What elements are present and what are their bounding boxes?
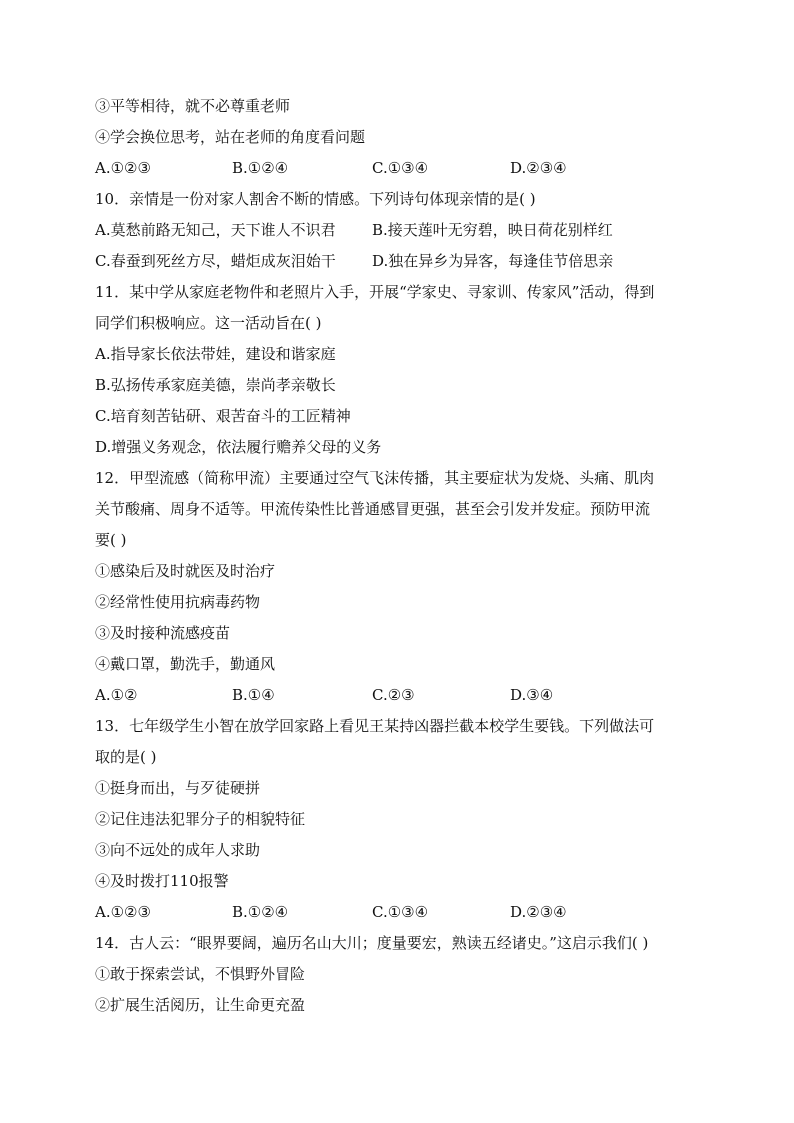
q13-option-a: A.①②③ — [95, 903, 151, 921]
q10-option-c: C.春蚕到死丝方尽，蜡炬成灰泪始干 — [95, 252, 336, 270]
q11-option-d: D.增强义务观念，依法履行赡养父母的义务 — [95, 438, 382, 456]
q13-item-3: ③向不远处的成年人求助 — [95, 841, 261, 859]
q10-option-d: D.独在异乡为异客，每逢佳节倍思亲 — [372, 252, 614, 270]
q9-option-b: B.①②④ — [232, 159, 289, 177]
q11-option-c: C.培育刻苦钻研、艰苦奋斗的工匠精神 — [95, 407, 351, 425]
q12-option-b: B.①④ — [232, 686, 275, 704]
q11-option-a: A.指导家长依法带娃，建设和谐家庭 — [95, 345, 336, 363]
q14-item-1: ①敢于探索尝试，不惧野外冒险 — [95, 965, 306, 983]
q9-option-d: D.②③④ — [510, 159, 567, 177]
q13-option-b: B.①②④ — [232, 903, 289, 921]
q12-item-4: ④戴口罩，勤洗手，勤通风 — [95, 655, 276, 673]
q11-option-b: B.弘扬传承家庭美德，崇尚孝亲敬长 — [95, 376, 336, 394]
q12-option-d: D.③④ — [510, 686, 554, 704]
q10-stem: 10．亲情是一份对家人割舍不断的情感。下列诗句体现亲情的是( ) — [95, 190, 536, 208]
q14-item-2: ②扩展生活阅历，让生命更充盈 — [95, 996, 306, 1014]
q11-stem-line-1: 11．某中学从家庭老物件和老照片入手，开展“学家史、寻家训、传家风”活动，得到 — [95, 283, 655, 301]
q10-option-a: A.莫愁前路无知己，天下谁人不识君 — [95, 221, 336, 239]
q12-stem-line-2: 关节酸痛、周身不适等。甲流传染性比普通感冒更强，甚至会引发并发症。预防甲流 — [95, 500, 651, 518]
q10-option-b: B.接天莲叶无穷碧，映日荷花别样红 — [372, 221, 613, 239]
q12-stem-line-3: 要( ) — [95, 531, 127, 549]
q12-item-2: ②经常性使用抗病毒药物 — [95, 593, 261, 611]
q12-item-1: ①感染后及时就医及时治疗 — [95, 562, 276, 580]
q11-stem-line-2: 同学们积极响应。这一活动旨在( ) — [95, 314, 322, 332]
q9-option-a: A.①②③ — [95, 159, 151, 177]
q13-item-4: ④及时拨打110报警 — [95, 872, 229, 890]
q9-item-4: ④学会换位思考，站在老师的角度看问题 — [95, 128, 366, 146]
q12-item-3: ③及时接种流感疫苗 — [95, 624, 231, 642]
q13-stem-line-1: 13．七年级学生小智在放学回家路上看见王某持凶器拦截本校学生要钱。下列做法可 — [95, 717, 655, 735]
q13-item-2: ②记住违法犯罪分子的相貌特征 — [95, 810, 306, 828]
q13-stem-line-2: 取的是( ) — [95, 748, 157, 766]
q13-item-1: ①挺身而出，与歹徒硬拼 — [95, 779, 261, 797]
q9-option-c: C.①③④ — [372, 159, 429, 177]
q9-item-3: ③平等相待，就不必尊重老师 — [95, 97, 291, 115]
q13-option-d: D.②③④ — [510, 903, 567, 921]
q12-stem-line-1: 12．甲型流感（简称甲流）主要通过空气飞沫传播，其主要症状为发烧、头痛、肌肉 — [95, 469, 655, 487]
q12-option-a: A.①② — [95, 686, 138, 704]
q14-stem: 14．古人云：“眼界要阔，遍历名山大川；度量要宏，熟读五经诸史。”这启示我们( ) — [95, 934, 649, 952]
q12-option-c: C.②③ — [372, 686, 415, 704]
q13-option-c: C.①③④ — [372, 903, 429, 921]
